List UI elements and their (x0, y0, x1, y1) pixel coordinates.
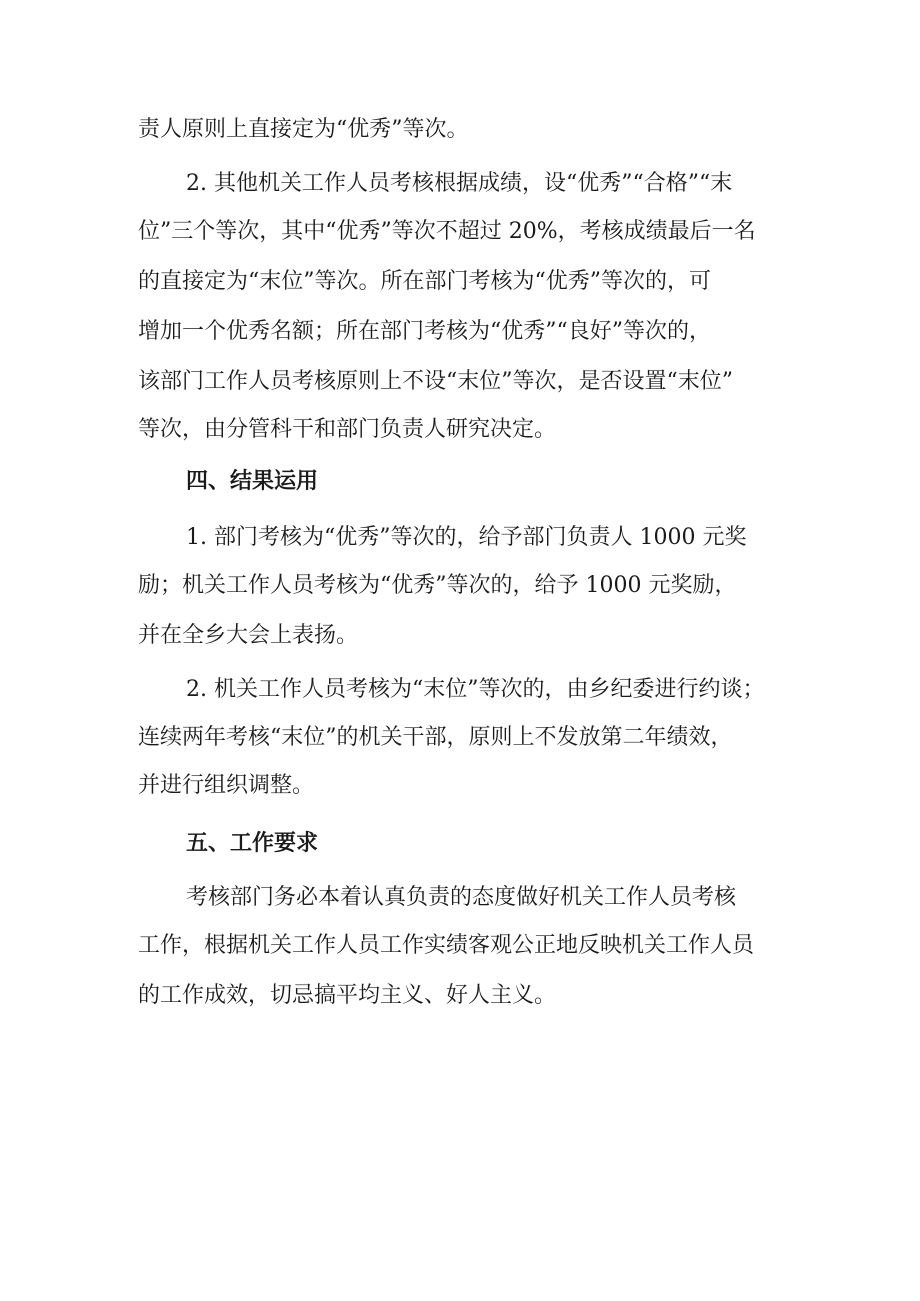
paragraph-line: 2. 其他机关工作人员考核根据成绩，设“优秀”“合格”“末 (186, 171, 733, 196)
paragraph-line: 的工作成效，切忌搞平均主义、好人主义。 (138, 983, 557, 1008)
paragraph-line: 等次，由分管科干和部门负责人研究决定。 (138, 417, 557, 442)
paragraph-line: 考核部门务必本着认真负责的态度做好机关工作人员考核 (186, 885, 737, 910)
paragraph-line: 2. 机关工作人员考核为“末位”等次的，由乡纪委进行约谈； (186, 677, 765, 702)
paragraph-line: 1. 部门考核为“优秀”等次的，给予部门负责人 1000 元奖 (186, 525, 747, 550)
section-heading: 五、工作要求 (186, 831, 319, 856)
paragraph-line: 责人原则上直接定为“优秀”等次。 (138, 117, 469, 142)
paragraph-line: 励；机关工作人员考核为“优秀”等次的，给予 1000 元奖励， (138, 573, 737, 598)
section-heading: 四、结果运用 (186, 469, 319, 494)
paragraph-line: 增加一个优秀名额；所在部门考核为“优秀”“良好”等次的， (138, 319, 711, 344)
paragraph-line: 并进行组织调整。 (138, 773, 315, 798)
paragraph-line: 连续两年考核“末位”的机关干部，原则上不发放第二年绩效， (138, 725, 733, 750)
paragraph-line: 位”三个等次，其中“优秀”等次不超过 20%，考核成绩最后一名 (138, 219, 756, 244)
paragraph-line: 并在全乡大会上表扬。 (138, 623, 359, 648)
paragraph-line: 工作，根据机关工作人员工作实绩客观公正地反映机关工作人员 (138, 933, 755, 958)
paragraph-line: 的直接定为“末位”等次。所在部门考核为“优秀”等次的，可 (138, 269, 711, 294)
paragraph-line: 该部门工作人员考核原则上不设“末位”等次，是否设置“末位” (138, 369, 733, 394)
